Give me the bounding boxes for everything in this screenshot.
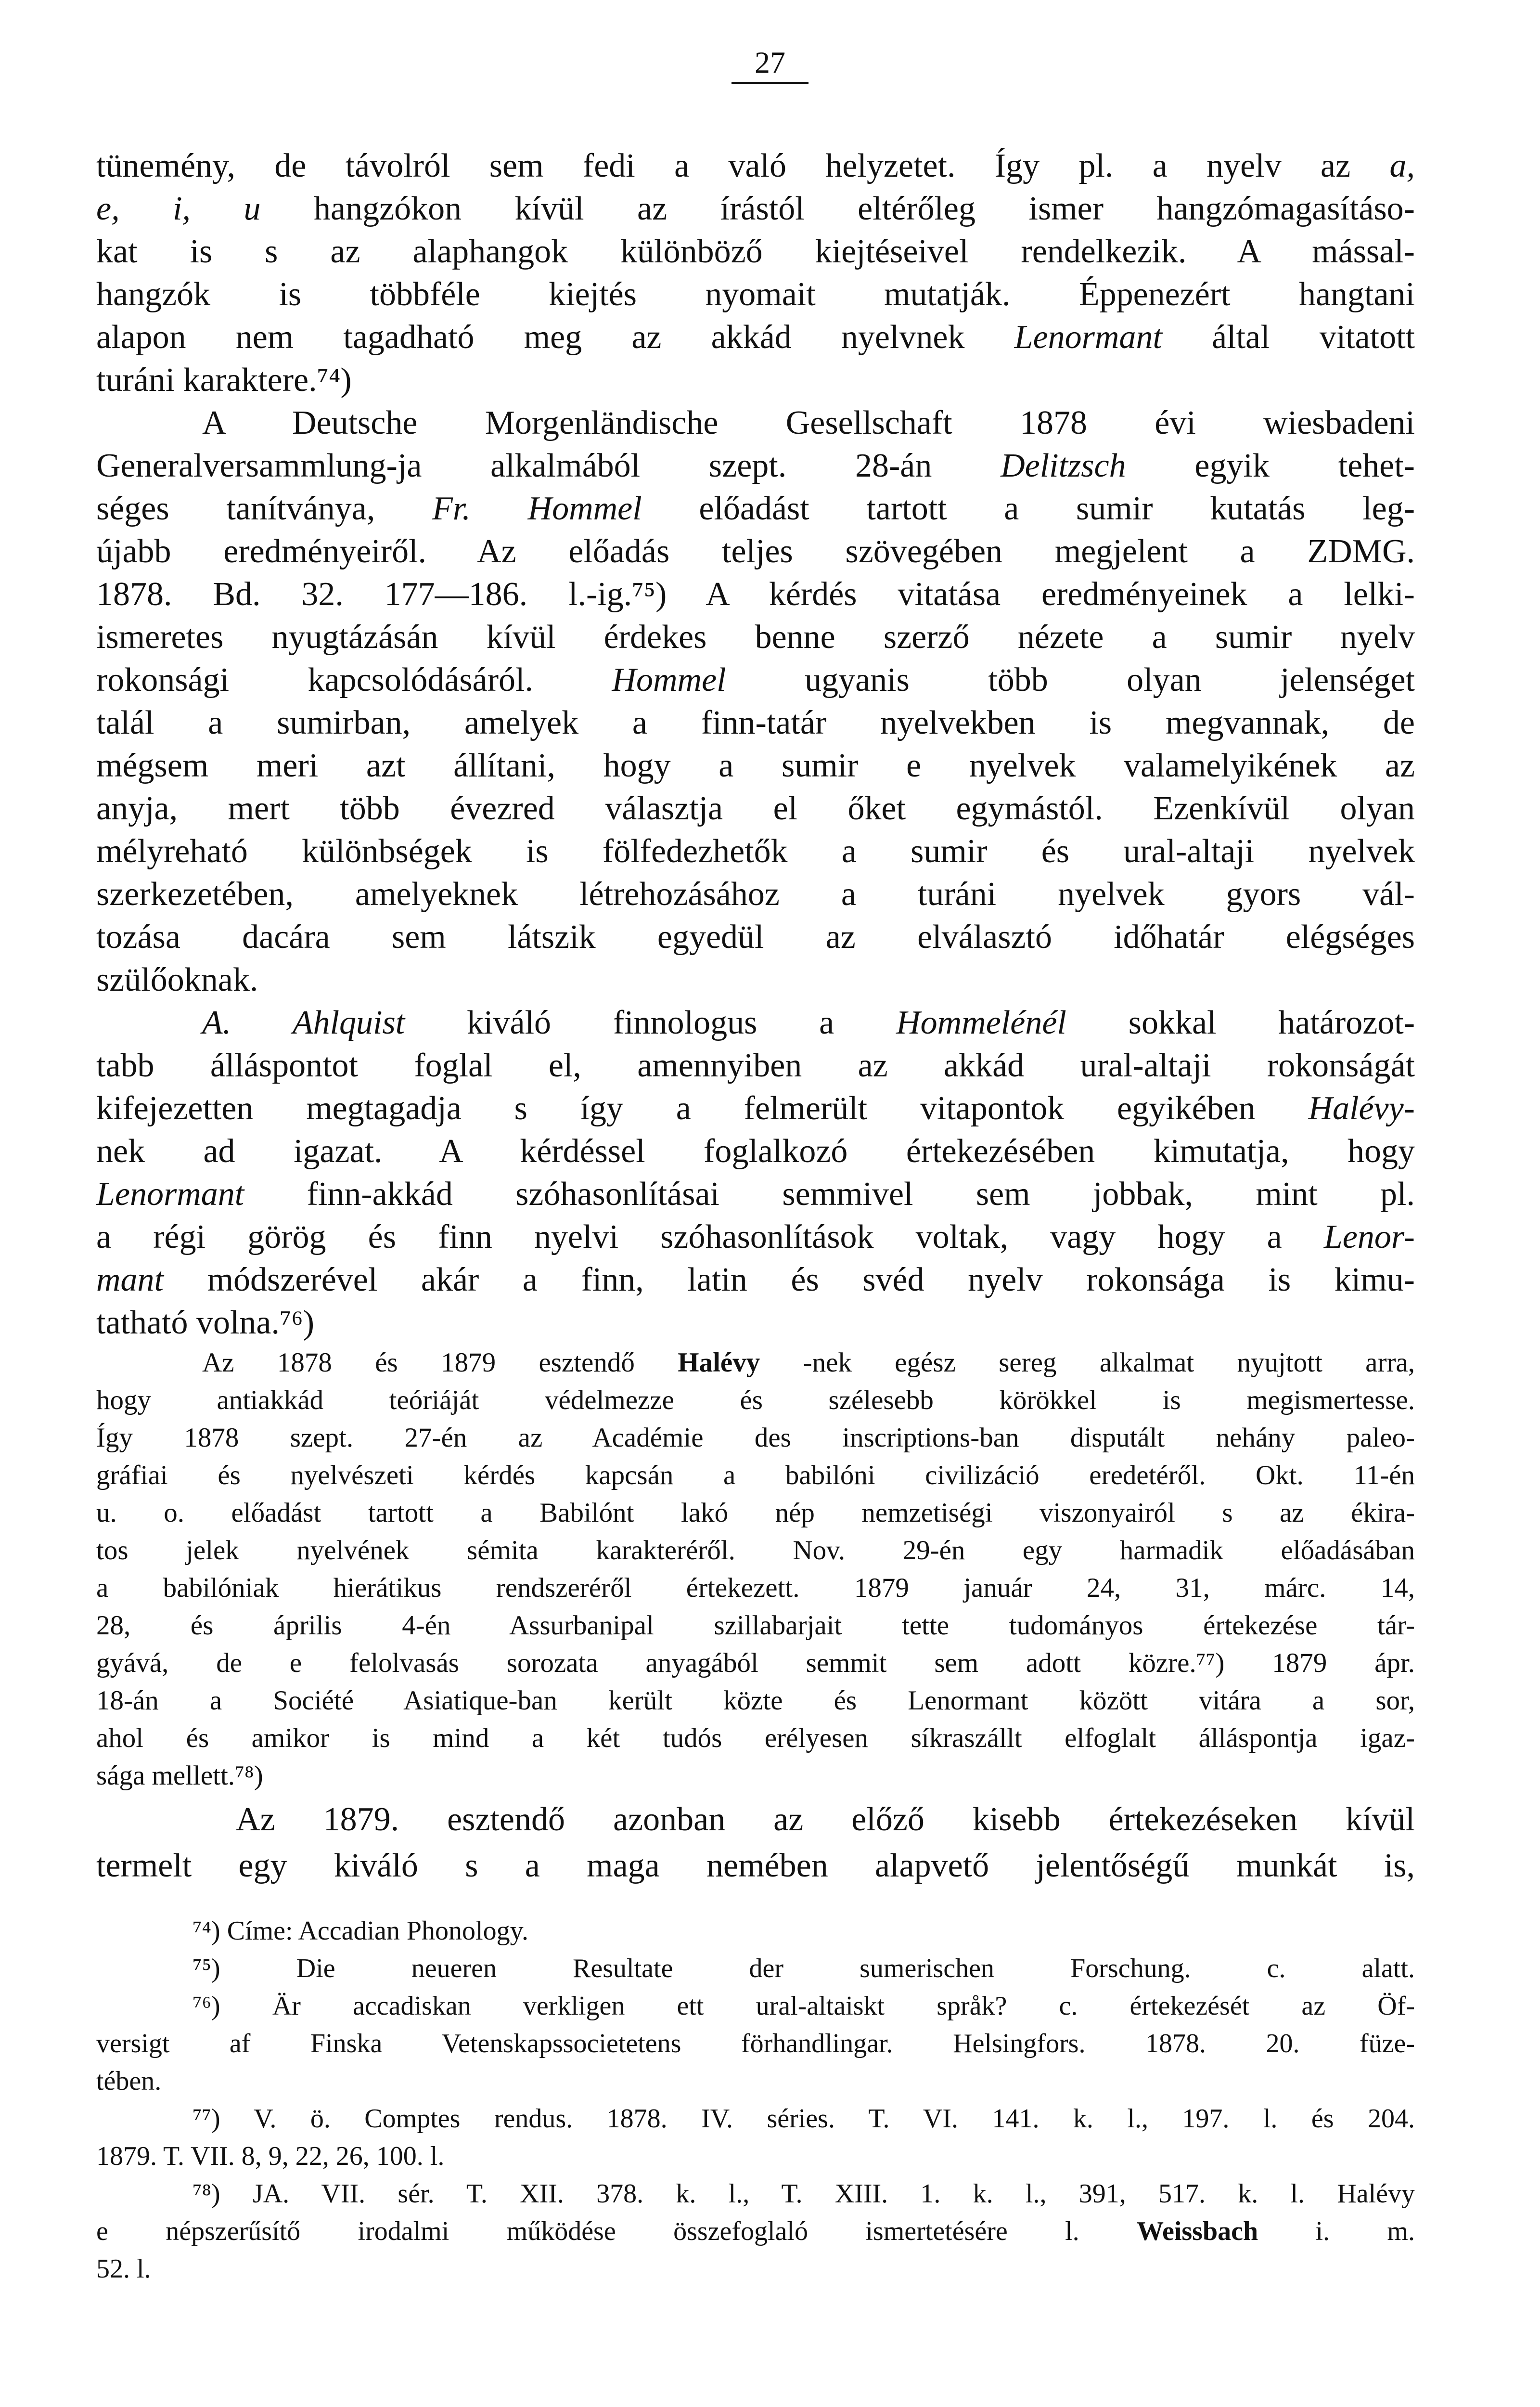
text-run: ⁷⁶) Är accadiskan verkligen ett ural-altaiskt språk? c. értekezését az Öf- <box>192 1991 1415 2021</box>
page-number: 27 <box>732 43 808 84</box>
text-run: hogy antiakkád teóriáját védelmezze és szélesebb körökkel is megismertesse. <box>96 1385 1415 1415</box>
text-line <box>96 1757 1415 1795</box>
text-run: 1878. Bd. 32. 177—186. l.-ig.⁷⁵) A kérdés vitatása eredményeinek a lelki- <box>96 576 1415 613</box>
text-line <box>96 2062 1415 2100</box>
text-line <box>96 530 1415 573</box>
text-line <box>96 616 1415 659</box>
text-line <box>96 2213 1415 2250</box>
italic-text: Lenormant <box>96 1176 244 1213</box>
text-line <box>96 1044 1415 1087</box>
text-run: gyává, de e felolvasás sorozata anyagából semmit sem adott közre.⁷⁷) 1879 ápr. <box>96 1648 1415 1678</box>
text-run: nek ad igazat. A kérdéssel foglalkozó értekezésében kimutatja, hogy <box>96 1133 1415 1170</box>
text-run: u. o. előadást tartott a Babilónt lakó nép nemzetiségi viszonyairól s az ékira- <box>96 1498 1415 1528</box>
text-run: ⁷⁸) JA. VII. sér. T. XII. 378. k. l., T. XIII. 1. k. l., 391, 517. k. l. Halévy <box>192 2179 1415 2209</box>
text-run: ⁷⁵) Die neueren Resultate der sumerischen Forschung. c. alatt. <box>192 1954 1415 1983</box>
text-run: rokonsági kapcsolódásáról. <box>96 661 612 699</box>
text-line <box>96 573 1415 616</box>
small-print-paragraph <box>96 1344 1415 1795</box>
text-run: ugyanis több olyan jelenséget <box>805 661 1415 699</box>
text-line <box>96 1494 1415 1532</box>
text-line <box>96 1843 1415 1889</box>
text-line <box>96 2250 1415 2288</box>
italic-text: a, <box>1389 147 1415 184</box>
text-run: termelt egy kiváló s a maga nemében alapvető jelentőségű munkát is, <box>96 1847 1415 1884</box>
text-run: ⁷⁷) V. ö. Comptes rendus. 1878. IV. séries. T. VI. 141. k. l., 197. l. és 204. <box>192 2104 1415 2134</box>
bold-text: Halévy <box>678 1347 760 1378</box>
italic-text: e, i, u <box>96 190 261 227</box>
text-line <box>96 701 1415 744</box>
closing-paragraph <box>96 1797 1415 1889</box>
text-run: Az 1878 és 1879 esztendő <box>202 1347 678 1378</box>
text-run: turáni karaktere.⁷⁴) <box>96 362 352 399</box>
text-run: szerkezetében, amelyeknek létrehozásához a turáni nyelvek gyors vál- <box>96 876 1415 913</box>
text-run: a babilóniak hierátikus rendszeréről értekezett. 1879 január 24, 31, márc. 14, <box>96 1573 1415 1603</box>
text-line <box>96 1258 1415 1301</box>
text-run: ahol és amikor is mind a két tudós erélyesen síkraszállt elfoglalt álláspontja igaz- <box>96 1723 1415 1753</box>
text-run: tozása dacára sem látszik egyedül az elválasztó időhatár elégséges <box>96 919 1415 956</box>
footnotes <box>96 1912 1415 2288</box>
text-line <box>96 144 1415 187</box>
text-run: anyja, mert több évezred választja el őket egymástól. Ezenkívül olyan <box>96 790 1415 827</box>
text-line <box>96 359 1415 401</box>
italic-text: mant <box>96 1261 164 1298</box>
text-line <box>96 830 1415 873</box>
text-line <box>96 2100 1415 2137</box>
text-line <box>96 1797 1415 1843</box>
text-line <box>96 1344 1415 1382</box>
text-line <box>96 873 1415 916</box>
text-line <box>96 316 1415 359</box>
text-line <box>96 1216 1415 1258</box>
text-line <box>96 2025 1415 2062</box>
italic-text: Halévy- <box>1308 1090 1415 1127</box>
text-line <box>96 659 1415 701</box>
text-run: séges tanítványa, <box>96 490 433 527</box>
italic-text: Delitzsch <box>1001 447 1126 484</box>
text-run: mélyreható különbségek is fölfedezhetők a sumir és ural-altaji nyelvek <box>96 833 1415 870</box>
text-run: előadást tartott a sumir kutatás leg- <box>699 490 1415 527</box>
text-line <box>96 916 1415 958</box>
text-line <box>96 273 1415 316</box>
text-line <box>96 1950 1415 1987</box>
text-run: tabb álláspontot foglal el, amennyiben az akkád ural-altaji rokonságát <box>96 1047 1415 1084</box>
text-run: tében. <box>96 2066 162 2096</box>
text-line <box>96 1607 1415 1644</box>
text-run: 52. l. <box>96 2254 151 2284</box>
text-line <box>96 487 1415 530</box>
text-line <box>96 1532 1415 1569</box>
text-run: ismeretes nyugtázásán kívül érdekes benne szerző nézete a sumir nyelv <box>96 619 1415 656</box>
italic-text: Fr. Hommel <box>432 490 642 527</box>
italic-text: Hommelénél <box>896 1004 1066 1041</box>
text-line <box>96 1301 1415 1344</box>
text-run: kifejezetten megtagadja s így a felmerült vitapontok egyikében <box>96 1090 1309 1127</box>
text-run: Generalversammlung-ja alkalmából szept. 28-án <box>96 447 1001 484</box>
text-line <box>96 1569 1415 1607</box>
text-run: hangzókon kívül az írástól eltérőleg ismer hangzómagasításo- <box>314 190 1415 227</box>
text-run: módszerével akár a finn, latin és svéd nyelv rokonsága is kimu- <box>207 1261 1415 1298</box>
text-run: által vitatott <box>1212 319 1415 356</box>
text-run: gráfiai és nyelvészeti kérdés kapcsán a babilóni civilizáció eredetéről. Okt. 11-én <box>96 1460 1415 1490</box>
text-line <box>96 2175 1415 2213</box>
text-line <box>96 1682 1415 1720</box>
text-run: a régi görög és finn nyelvi szóhasonlítások voltak, vagy hogy a <box>96 1218 1324 1255</box>
text-run: egyik tehet- <box>1194 447 1415 484</box>
text-run: A Deutsche Morgenländische Gesellschaft 1878 évi wiesbadeni <box>202 404 1415 441</box>
text-run: mégsem meri azt állítani, hogy a sumir e nyelvek valamelyikének az <box>96 747 1415 784</box>
text-run: e népszerűsítő irodalmi működése összefoglaló ismertetésére l. <box>96 2216 1137 2246</box>
text-line <box>96 1987 1415 2025</box>
text-run: talál a sumirban, amelyek a finn-tatár nyelvekben is megvannak, de <box>96 704 1415 741</box>
text-run: kat is s az alaphangok különböző kiejtéseivel rendelkezik. A mással- <box>96 233 1415 270</box>
text-run: sága mellett.⁷⁸) <box>96 1760 263 1791</box>
text-run: sokkal határozot- <box>1128 1004 1415 1041</box>
text-run: 1879. T. VII. 8, 9, 22, 26, 100. l. <box>96 2141 445 2171</box>
text-run: alapon nem tagadható meg az akkád nyelvnek <box>96 319 1014 356</box>
text-line <box>96 187 1415 230</box>
text-run: szülőoknak. <box>96 961 258 998</box>
text-run: i. m. <box>1315 2216 1415 2246</box>
text-line <box>96 1130 1415 1173</box>
bold-text: Weissbach <box>1137 2216 1258 2246</box>
text-run: tünemény, de távolról sem fedi a való helyzetet. Így pl. a nyelv az <box>96 147 1390 184</box>
text-run: tatható volna.⁷⁶) <box>96 1304 315 1341</box>
italic-text: Lenormant <box>1014 319 1162 356</box>
text-line <box>96 1087 1415 1130</box>
text-run: -nek egész sereg alkalmat nyujtott arra, <box>803 1347 1415 1378</box>
text-line <box>96 401 1415 444</box>
text-run: tos jelek nyelvének sémita karakteréről. Nov. 29-én egy harmadik előadásában <box>96 1535 1415 1566</box>
text-line <box>96 1720 1415 1757</box>
text-run: versigt af Finska Vetenskapssocietetens förhandlingar. Helsingfors. 1878. 20. füze- <box>96 2029 1415 2058</box>
text-line <box>96 1001 1415 1044</box>
italic-text: A. Ahlquist <box>202 1004 405 1041</box>
text-line <box>96 230 1415 273</box>
text-run: kiváló finnologus a <box>467 1004 897 1041</box>
text-line <box>96 1644 1415 1682</box>
text-run: Az 1879. esztendő azonban az előző kisebb értekezéseken kívül <box>236 1801 1415 1838</box>
text-line <box>96 1419 1415 1457</box>
text-line <box>96 744 1415 787</box>
text-line <box>96 444 1415 487</box>
text-line <box>96 958 1415 1001</box>
text-line <box>96 1457 1415 1494</box>
italic-text: Lenor- <box>1323 1218 1415 1255</box>
text-run: Így 1878 szept. 27-én az Académie des inscriptions-ban disputált nehány paleo- <box>96 1423 1415 1453</box>
text-line <box>96 1382 1415 1419</box>
text-line <box>96 787 1415 830</box>
text-line <box>96 2137 1415 2175</box>
text-line <box>96 1912 1415 1950</box>
text-line <box>96 1173 1415 1216</box>
italic-text: Hommel <box>612 661 726 699</box>
text-run: újabb eredményeiről. Az előadás teljes szövegében megjelent a ZDMG. <box>96 533 1415 570</box>
text-run: hangzók is többféle kiejtés nyomait mutatják. Éppenezért hangtani <box>96 276 1415 313</box>
text-run: finn-akkád szóhasonlításai semmivel sem jobbak, mint pl. <box>307 1176 1415 1213</box>
text-run: 28, és április 4-én Assurbanipal szillabarjait tette tudományos értekezése tár- <box>96 1610 1415 1641</box>
body-text <box>96 144 1415 1344</box>
text-run: ⁷⁴) Címe: Accadian Phonology. <box>192 1916 528 1946</box>
text-run: 18-án a Société Asiatique-ban került közte és Lenormant között vitára a sor, <box>96 1685 1415 1716</box>
